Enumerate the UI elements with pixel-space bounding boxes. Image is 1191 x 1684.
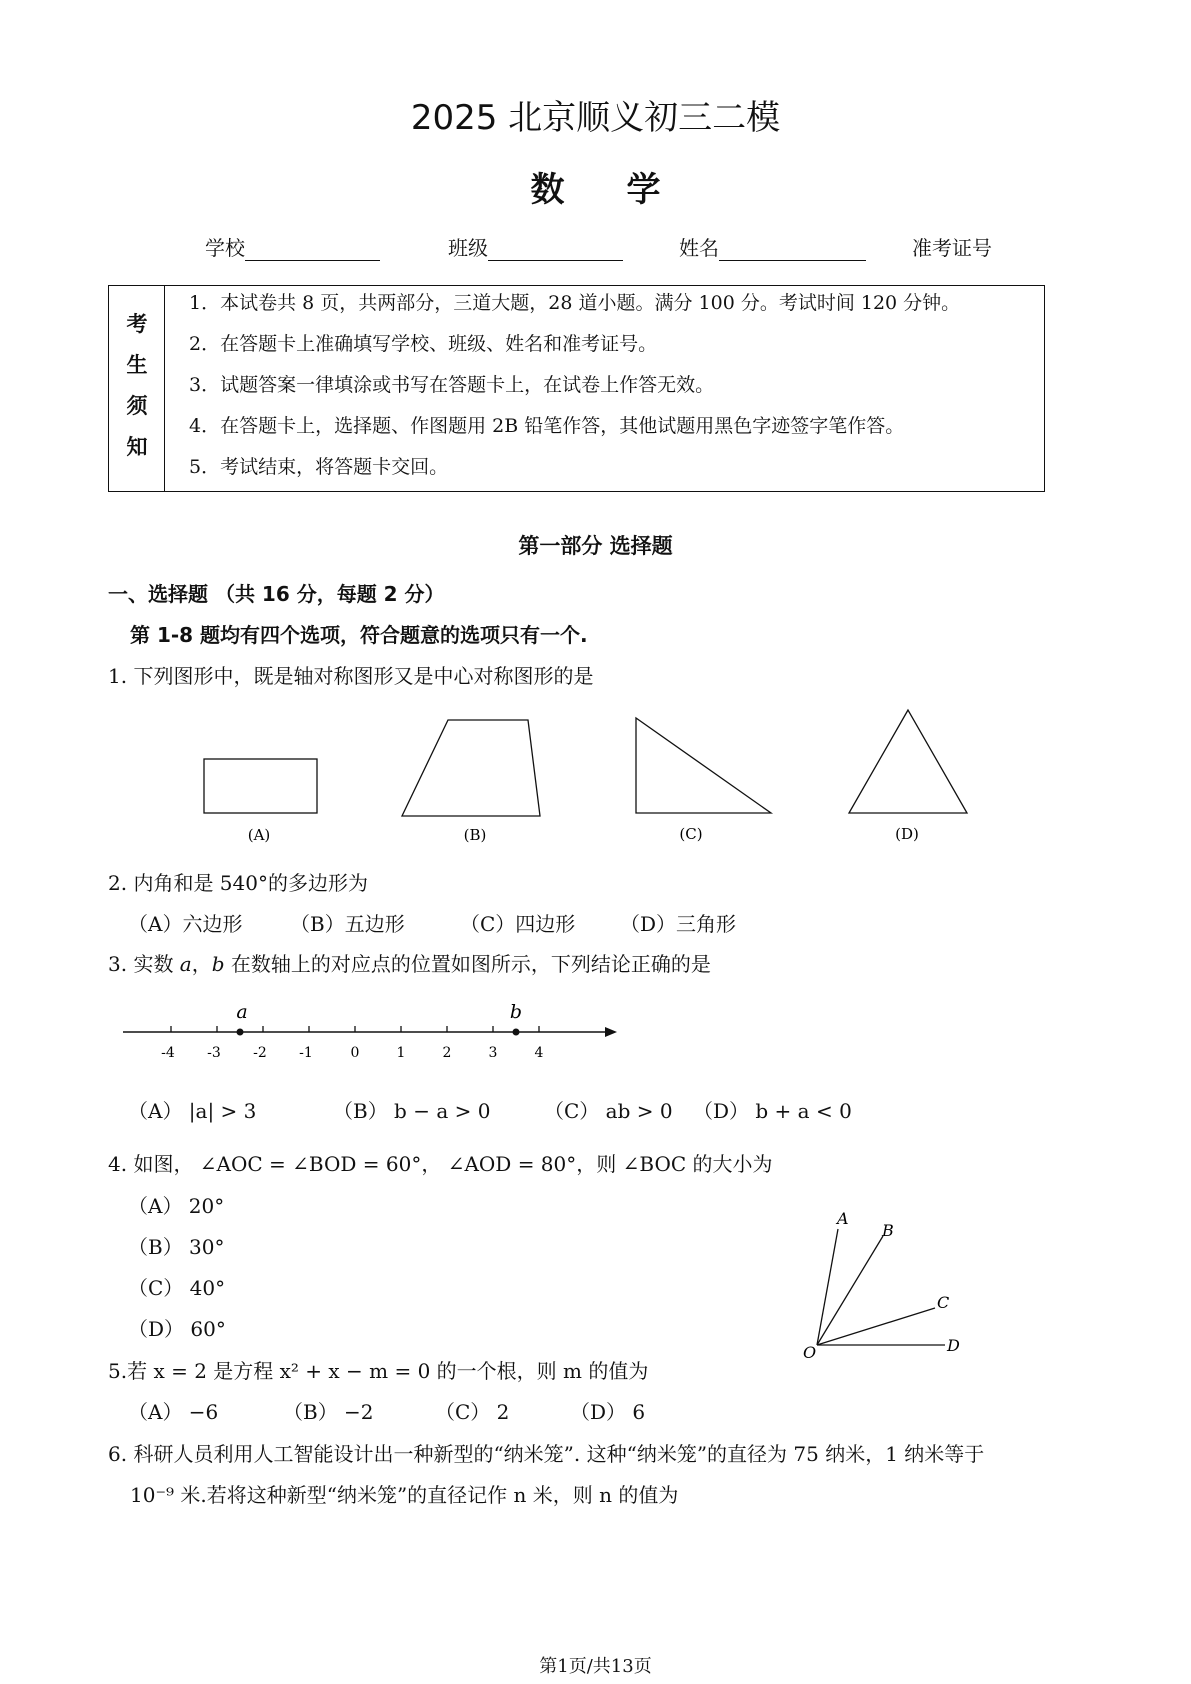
notice-item: 4．在答题卡上，选择题、作图题用 2B 铅笔作答，其他试题用黑色字迹签字笔作答。 [189,415,905,437]
q4-option-d: （D） 60° [128,1317,226,1341]
right-triangle-shape [636,718,771,813]
q2-option-a: （A）六边形 [128,912,243,936]
q3-stem-var-a: a [179,952,192,976]
class-blank [488,238,623,261]
label-o: O [803,1343,817,1362]
q3-stem-part: 3. 实数 [108,952,180,976]
figure-label-a: (A) [247,826,271,844]
number-line [115,995,635,1065]
exam-number-label: 准考证号 [912,236,992,260]
name-label: 姓名 [679,236,719,260]
number-line-tick-label: 0 [350,1045,360,1061]
q5-option-d: （D） 6 [570,1400,646,1424]
q3-option-b: （B） b − a > 0 [333,1099,491,1123]
question-6-line-1: 6. 科研人员利用人工智能设计出一种新型的“纳米笼”. 这种“纳米笼”的直径为 75 纳米，1 纳米等于 [108,1442,985,1466]
subject-title: 数学 [530,170,723,210]
notice-item: 3．试题答案一律填涂或书写在答题卡上，在试卷上作答无效。 [189,374,715,396]
class-label: 班级 [448,236,488,260]
name-field [679,232,866,261]
notice-side-char: 须 [126,394,148,418]
number-line-tick-label: 4 [534,1045,544,1061]
q5-option-a: （A） −6 [128,1400,219,1424]
figure-label-c: (C) [679,825,703,843]
question-6-line-2: 10⁻⁹ 米.若将这种新型“纳米笼”的直径记作 n 米，则 n 的值为 [130,1483,679,1507]
part-title: 第一部分 选择题 [518,534,673,558]
question-4-stem: 4. 如图， ∠AOC = ∠BOD = 60°， ∠AOD = 80°，则 ∠BOC 的大小为 [108,1152,773,1176]
q3-option-c: （C） ab > 0 [544,1099,673,1123]
number-line-arrow [605,1027,617,1037]
label-c: C [937,1293,950,1312]
page-footer: 第1页/共13页 [539,1656,652,1677]
trapezoid-shape [402,720,540,816]
notice-side-char: 知 [126,435,148,459]
exam-number-field [912,232,992,261]
point-b-label: b [509,1001,523,1023]
label-b: B [882,1221,894,1240]
number-line-tick-label: -1 [299,1045,313,1061]
ray-oc [817,1308,935,1345]
question-1-figures [180,700,1000,850]
q4-option-c: （C） 40° [128,1276,226,1300]
school-field [205,232,380,261]
question-1-stem: 1. 下列图形中，既是轴对称图形又是中心对称图形的是 [108,664,594,688]
question-3-stem [108,948,711,977]
q4-option-b: （B） 30° [128,1235,225,1259]
notice-side-char: 考 [126,312,148,336]
q3-stem-part: ， [191,952,212,976]
q5-option-b: （B） −2 [283,1400,374,1424]
section-instruction: 第 1-8 题均有四个选项，符合题意的选项只有一个. [130,623,588,647]
q3-option-d: （D） b + a < 0 [693,1099,852,1123]
exam-title: 2025 北京顺义初三二模 [410,98,781,138]
q4-option-a: （A） 20° [128,1194,225,1218]
point-b [513,1029,520,1036]
rectangle-shape [204,759,317,813]
q2-option-d: （D）三角形 [620,912,737,936]
question-2-stem: 2. 内角和是 540°的多边形为 [108,871,368,895]
exam-notice-box [108,285,1045,492]
point-a-label: a [236,1001,248,1023]
point-a [237,1029,244,1036]
number-line-tick-label: -3 [207,1045,221,1061]
q3-stem-var-b: b [211,952,225,976]
label-d: D [947,1336,960,1355]
name-blank [719,238,866,261]
q3-option-a: （A） |a| > 3 [128,1099,257,1123]
school-blank [245,238,380,261]
section-heading: 一、选择题 （共 16 分，每题 2 分） [108,582,445,606]
q5-option-c: （C） 2 [435,1400,510,1424]
notice-item: 2．在答题卡上准确填写学校、班级、姓名和准考证号。 [189,333,658,355]
number-line-tick-label: 1 [396,1045,406,1061]
equilateral-triangle-shape [849,710,967,813]
number-line-tick-label: -2 [253,1045,267,1061]
number-line-tick-label: -4 [161,1045,175,1061]
q2-option-c: （C）四边形 [460,912,576,936]
question-5-stem: 5.若 x = 2 是方程 x² + x − m = 0 的一个根，则 m 的值为 [108,1359,649,1383]
notice-item: 1．本试卷共 8 页，共两部分，三道大题，28 道小题。满分 100 分。考试时间 120 分钟。 [189,292,961,314]
notice-item: 5．考试结束，将答题卡交回。 [189,456,449,478]
q2-option-b: （B）五边形 [290,912,405,936]
q3-stem-part: 在数轴上的对应点的位置如图所示，下列结论正确的是 [224,952,711,976]
number-line-tick-label: 3 [488,1045,498,1061]
school-label: 学校 [205,236,245,260]
label-a: A [837,1209,849,1228]
notice-side-char: 生 [126,353,148,377]
question-4-angle-figure [795,1205,975,1365]
figure-label-d: (D) [895,825,919,843]
notice-side-label [109,286,165,491]
number-line-tick-label: 2 [442,1045,452,1061]
figure-label-b: (B) [463,826,487,844]
class-field [448,232,623,261]
